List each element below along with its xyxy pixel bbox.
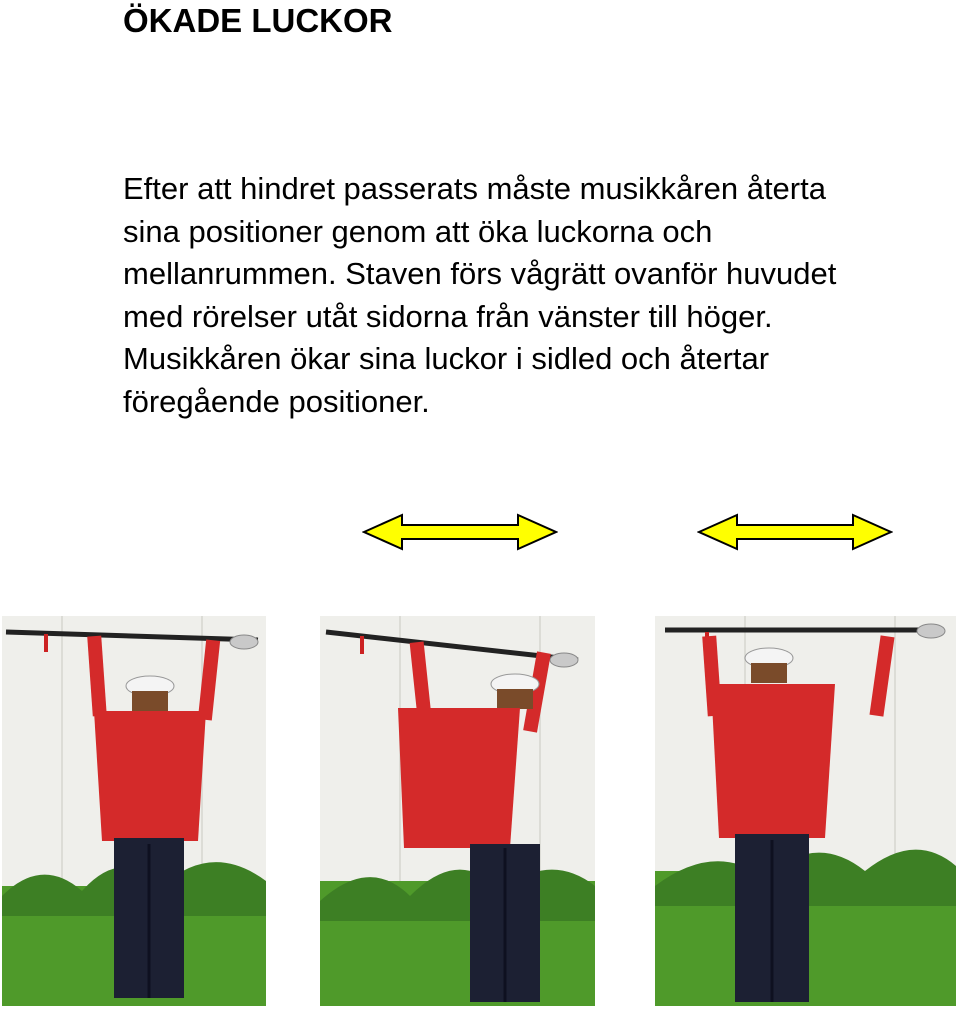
photo-staff-right <box>2 616 266 1006</box>
double-arrow-icon <box>362 512 558 552</box>
slide-body-text: Efter att hindret passerats måste musikkåren återta sina positioner genom att öka luckorna och mellanrummen. Staven förs vågrätt ovanför huvudet med rörelser utåt sidorna från vänster till höger. Musikkåren ökar sina luckor i sidled och återtar föregående positioner. <box>123 171 837 419</box>
photo-staff-center-right <box>320 616 595 1006</box>
double-arrow-icon <box>697 512 893 552</box>
slide-title: ÖKADE LUCKOR <box>123 2 393 39</box>
photo-staff-left <box>655 616 956 1006</box>
